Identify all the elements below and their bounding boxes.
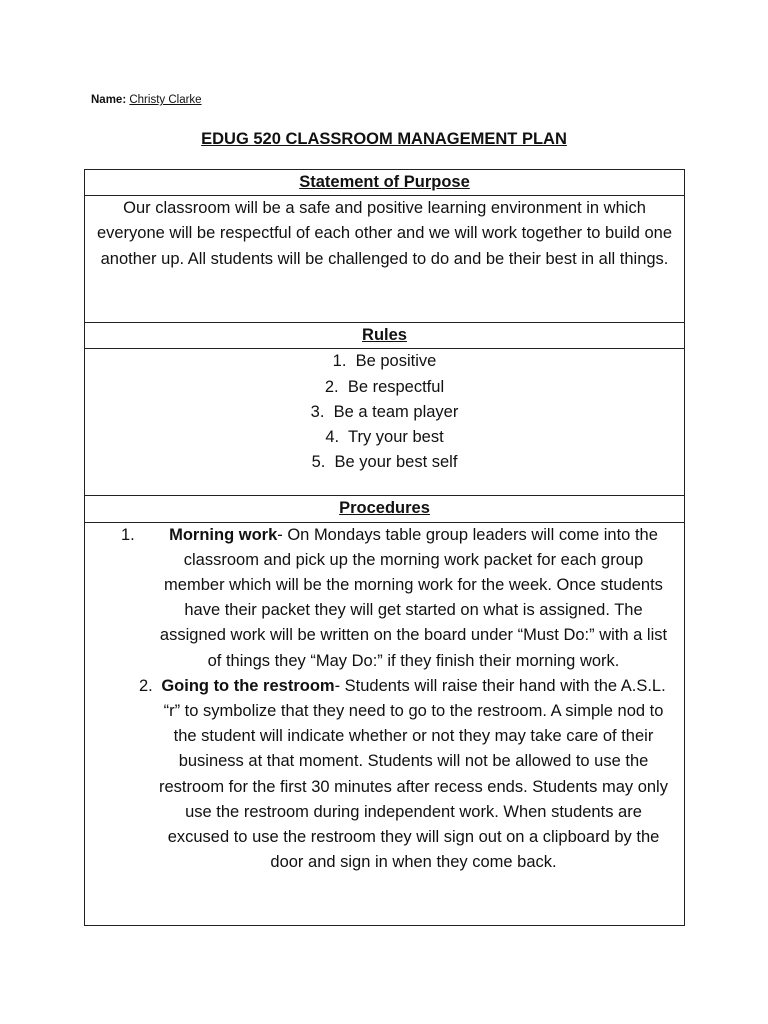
purpose-heading: Statement of Purpose xyxy=(85,170,685,196)
procedures-cell xyxy=(85,522,685,925)
name-line xyxy=(91,94,202,106)
rule-item: 3. Be a team player xyxy=(310,402,459,421)
rules-list xyxy=(91,349,678,475)
management-plan-table xyxy=(84,169,685,926)
procedures-heading: Procedures xyxy=(85,496,685,522)
procedure-text: - On Mondays table group leaders will come into the classroom and pick up the morning work packet for each group member which will be the morning work for the week. Once students have their packet they will get started on what is assigned. The assigned work will be written on the board under “Must Do:” with a list of things they “May Do:” if they finish their morning work. xyxy=(159,525,668,670)
name-label: Name: xyxy=(91,94,127,106)
rule-item: 1. Be positive xyxy=(332,352,437,371)
document-title: EDUG 520 CLASSROOM MANAGEMENT PLAN xyxy=(201,130,567,148)
procedure-title: Going to the restroom xyxy=(161,676,335,695)
procedure-title: Morning work xyxy=(169,525,278,544)
rule-item: 2. Be respectful xyxy=(324,377,445,396)
procedure-text: - Students will raise their hand with the A.S.L. “r” to symbolize that they need to go to the restroom. A simple nod to the student will indicate whether or not they may take care of their business at that moment. Students will not be allowed to use the restroom for the first 30 minutes after recess ends. Students may only use the restroom during independent work. When students are excused to use the restroom they will sign out on a clipboard by the door and sign in when they come back. xyxy=(159,676,668,872)
rules-heading: Rules xyxy=(85,323,685,349)
procedure-item-restroom xyxy=(91,674,678,876)
rules-cell xyxy=(85,349,685,496)
procedure-item-morning-work xyxy=(91,523,678,674)
name-value: Christy Clarke xyxy=(129,94,202,106)
procedure-number: 2. xyxy=(139,676,153,695)
rule-item: 4. Try your best xyxy=(325,428,444,447)
purpose-text: Our classroom will be a safe and positive learning environment in which everyone will be respectful of each other and we will work together to build one another up. All students will be challenged to do and be their best in all things. xyxy=(85,196,685,323)
procedure-number: 1. xyxy=(121,525,135,544)
rule-item: 5. Be your best self xyxy=(311,453,458,472)
